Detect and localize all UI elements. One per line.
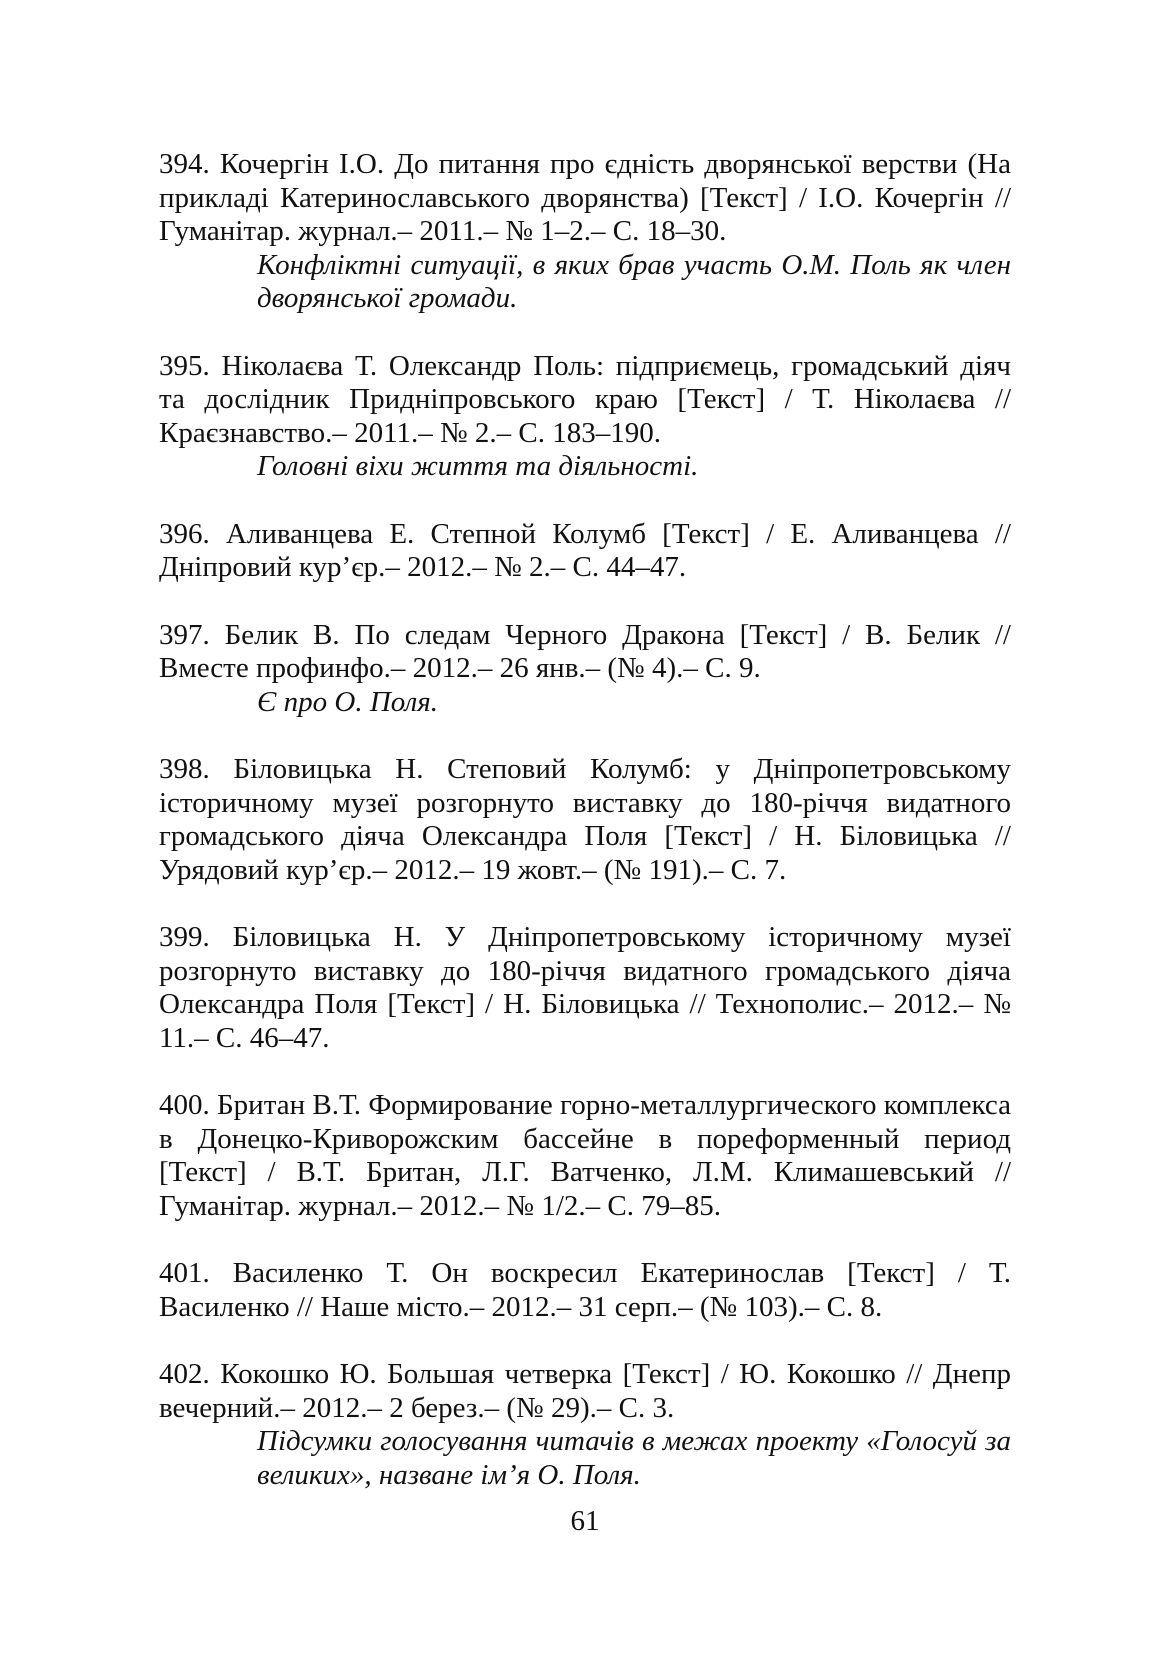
entry-annotation: Є про О. Поля. bbox=[257, 685, 438, 718]
entry-citation: 401. Василенко Т. Он воскресил Екатеринослав [Текст] / Т. Василенко // Наше місто.– 2012.– 31 серп.– (№ 103).– С. 8. bbox=[159, 1257, 1011, 1323]
entry-annotation: Конфліктні ситуації, в яких брав участь О.М. Поль як член дворянської громади. bbox=[257, 248, 1011, 314]
entry-citation: 399. Біловицька Н. У Дніпропетровському історичному музеї розгорнуто виставку до 180-річчя видатного громадського діяча Олександра Поля [Текст] / Н. Біловицька // Технополис.– 2012.– № 11.– С. 46–47. bbox=[159, 921, 1011, 1054]
entry-citation: 402. Кокошко Ю. Большая четверка [Текст] / Ю. Кокошко // Днепр вечерний.– 2012.– 2 берез.– (№ 29).– С. 3. bbox=[159, 1358, 1011, 1424]
page-number: 61 bbox=[570, 1505, 600, 1537]
bibliography-page bbox=[159, 148, 1011, 1526]
entry-annotation: Головні віхи життя та діяльності. bbox=[257, 450, 699, 482]
bibliography-entry-397 bbox=[159, 619, 1011, 720]
entry-citation: 397. Белик В. По следам Черного Дракона [Текст] / В. Белик // Вместе профинфо.– 2012.– 26 янв.– (№ 4).– С. 9. bbox=[159, 618, 1011, 684]
entry-citation: 398. Біловицька Н. Степовий Колумб: у Дніпропетровському історичному музеї розгорнуто виставку до 180-річчя видатного громадського діяча Олександра Поля [Текст] / Н. Біловицька // Урядовий кур’єр.– 2012.– 19 жовт.– (№ 191).– С. 7. bbox=[159, 753, 1011, 886]
bibliography-entry-399 bbox=[159, 921, 1011, 1055]
bibliography-entry-401 bbox=[159, 1257, 1011, 1324]
entry-citation: 395. Ніколаєва Т. Олександр Поль: підприємець, громадський діяч та дослідник Придніпровського краю [Текст] / Т. Ніколаєва // Краєзнавство.– 2011.– № 2.– С. 183–190. bbox=[159, 349, 1011, 449]
bibliography-entry-400 bbox=[159, 1089, 1011, 1223]
entry-citation: 400. Британ В.Т. Формирование горно-металлургического комплекса в Донецко-Криворожским бассейне в пореформенный период [Текст] / В.Т. Британ, Л.Г. Ватченко, Л.М. Климашевський // Гуманітар. журнал.– 2012.– № 1/2.– С. 79–85. bbox=[159, 1089, 1011, 1222]
entry-citation: 394. Кочергін І.О. До питання про єдність дворянської верстви (На прикладі Катеринославського дворянства) [Текст] / І.О. Кочергін // Гуманітар. журнал.– 2011.– № 1–2.– С. 18–30. bbox=[159, 148, 1011, 247]
bibliography-entry-395 bbox=[159, 350, 1011, 484]
bibliography-entry-398 bbox=[159, 753, 1011, 887]
bibliography-entry-396 bbox=[159, 518, 1011, 585]
bibliography-entry-402 bbox=[159, 1358, 1011, 1492]
entry-annotation: Підсумки голосування читачів в межах проекту «Голосуй за великих», назване ім’я О. Поля. bbox=[257, 1425, 1011, 1491]
bibliography-entry-394 bbox=[159, 148, 1011, 316]
entry-citation: 396. Аливанцева Е. Степной Колумб [Текст] / Е. Аливанцева // Дніпровий кур’єр.– 2012.– № 2.– С. 44–47. bbox=[159, 517, 1011, 583]
